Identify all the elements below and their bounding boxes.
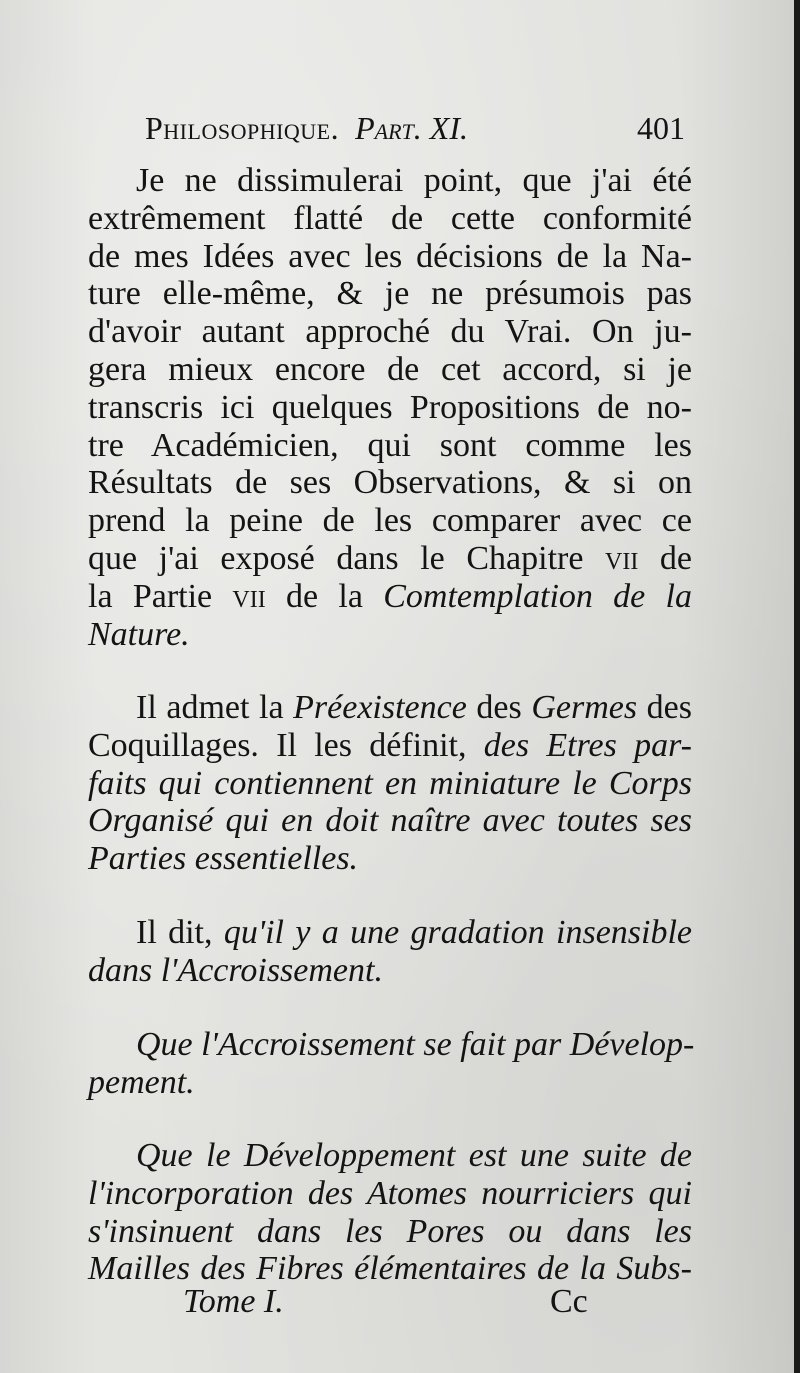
text-line: Que l'Accroissement se fait par Dévelop- bbox=[136, 1026, 695, 1063]
text-line: que j'ai exposé dans le Chapitre vii de bbox=[88, 539, 693, 577]
text-line: l'incorporation des Atomes nourriciers qui bbox=[88, 1174, 692, 1212]
text-line: d'avoir autant approché du Vrai. On ju- bbox=[88, 313, 692, 351]
text-line: Que le Développement est une suite de bbox=[136, 1137, 692, 1174]
book-title: Comtemplation de la bbox=[383, 577, 692, 615]
volume-label: Tome I. bbox=[183, 1283, 284, 1320]
page-footer bbox=[88, 1280, 692, 1324]
text-line: pement. bbox=[88, 1063, 195, 1101]
paragraph-5 bbox=[88, 1137, 692, 1288]
text-line: de mes Idées avec les décisions de la Na- bbox=[88, 237, 692, 275]
text-line: prend la peine de les comparer avec ce bbox=[88, 502, 692, 540]
text-line: Parties essentielles. bbox=[88, 840, 359, 878]
text-line: gera mieux encore de cet accord, si je bbox=[88, 350, 692, 388]
page-number: 401 bbox=[637, 110, 685, 146]
roman-numeral: vii bbox=[605, 539, 639, 577]
text-line: la Partie vii de la Comtemplation de la bbox=[88, 577, 692, 615]
running-head bbox=[145, 106, 685, 150]
paragraph-2 bbox=[88, 689, 692, 878]
text-line: extrêmement flatté de cette conformité bbox=[88, 199, 692, 237]
paragraph-4 bbox=[88, 1026, 695, 1102]
paragraph-1 bbox=[88, 162, 692, 653]
text-line: dans l'Accroissement. bbox=[88, 951, 383, 989]
text-line: Mailles des Fibres élémentaires de la Subs- bbox=[88, 1250, 692, 1288]
text-line: ture elle-même, & je ne présumois pas bbox=[88, 275, 692, 313]
text-line: Nature. bbox=[88, 615, 190, 653]
text-line: transcris ici quelques Propositions de no- bbox=[88, 388, 692, 426]
text-line: faits qui contiennent en miniature le Corps bbox=[88, 764, 692, 802]
text-line: tre Académicien, qui sont comme les bbox=[88, 426, 692, 464]
text-line: Je ne dissimulerai point, que j'ai été bbox=[136, 162, 692, 199]
text-line: Organisé qui en doit naître avec toutes ses bbox=[88, 802, 692, 840]
text-line: Coquillages. Il les définit, des Etres par- bbox=[88, 726, 693, 764]
text-line: Résultats de ses Observations, & si on bbox=[88, 464, 692, 502]
running-head-part: Part. XI. bbox=[355, 110, 468, 146]
page-edge-shadow bbox=[794, 0, 800, 1373]
text-line: Il admet la Préexistence des Germes des bbox=[136, 689, 692, 726]
paragraph-3 bbox=[88, 914, 692, 990]
running-head-title: Philosophique. bbox=[145, 110, 340, 146]
roman-numeral: vii bbox=[232, 577, 266, 615]
text-line: Il dit, qu'il y a une gradation insensible bbox=[136, 914, 692, 951]
text-line: s'insinuent dans les Pores ou dans les bbox=[88, 1212, 692, 1250]
signature-mark: Cc bbox=[550, 1283, 588, 1320]
